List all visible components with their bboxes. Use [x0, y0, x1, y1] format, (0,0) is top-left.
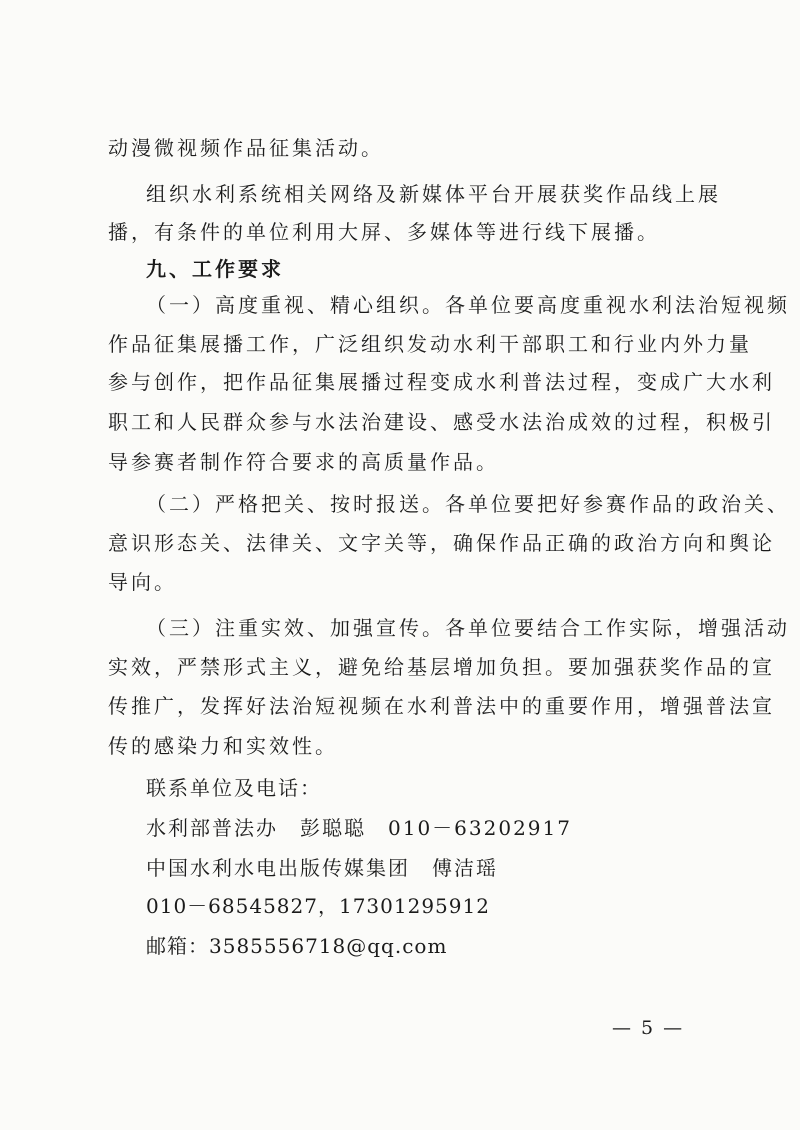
paragraph-line: 导向。: [108, 570, 177, 594]
contact-label: 联系单位及电话：: [146, 776, 322, 800]
paragraph-line: （二）严格把关、按时报送。各单位要把好参赛作品的政治关、: [146, 492, 790, 516]
paragraph-line: 职工和人民群众参与水法治建设、感受水法治成效的过程，积极引: [108, 410, 775, 434]
paragraph-line: 动漫微视频作品征集活动。: [108, 136, 384, 160]
section-heading: 九、工作要求: [146, 257, 284, 281]
paragraph-line: 传的感染力和实效性。: [108, 734, 338, 758]
contact-email: 邮箱：3585556718@qq.com: [146, 934, 448, 958]
paragraph-line: 组织水利系统相关网络及新媒体平台开展获奖作品线上展: [146, 182, 721, 206]
paragraph-line: 意识形态关、法律关、文字关等，确保作品正确的政治方向和舆论: [108, 531, 775, 555]
paragraph-line: 导参赛者制作符合要求的高质量作品。: [108, 450, 499, 474]
paragraph-line: 播，有条件的单位利用大屏、多媒体等进行线下展播。: [108, 220, 660, 244]
contact-line: 中国水利水电出版传媒集团 傅洁瑶: [146, 856, 498, 880]
contact-line: 水利部普法办 彭聪聪 010－63202917: [146, 816, 572, 840]
page-number: — 5 —: [612, 1017, 685, 1039]
paragraph-line: （一）高度重视、精心组织。各单位要高度重视水利法治短视频: [146, 293, 790, 317]
paragraph-line: 参与创作，把作品征集展播过程变成水利普法过程，变成广大水利: [108, 370, 775, 394]
paragraph-line: 传推广，发挥好法治短视频在水利普法中的重要作用，增强普法宣: [108, 694, 775, 718]
paragraph-line: 实效，严禁形式主义，避免给基层增加负担。要加强获奖作品的宣: [108, 655, 775, 679]
contact-phone-line: 010－68545827，17301295912: [146, 894, 490, 918]
paragraph-line: （三）注重实效、加强宣传。各单位要结合工作实际，增强活动: [146, 616, 790, 640]
paragraph-line: 作品征集展播工作，广泛组织发动水利干部职工和行业内外力量: [108, 332, 752, 356]
